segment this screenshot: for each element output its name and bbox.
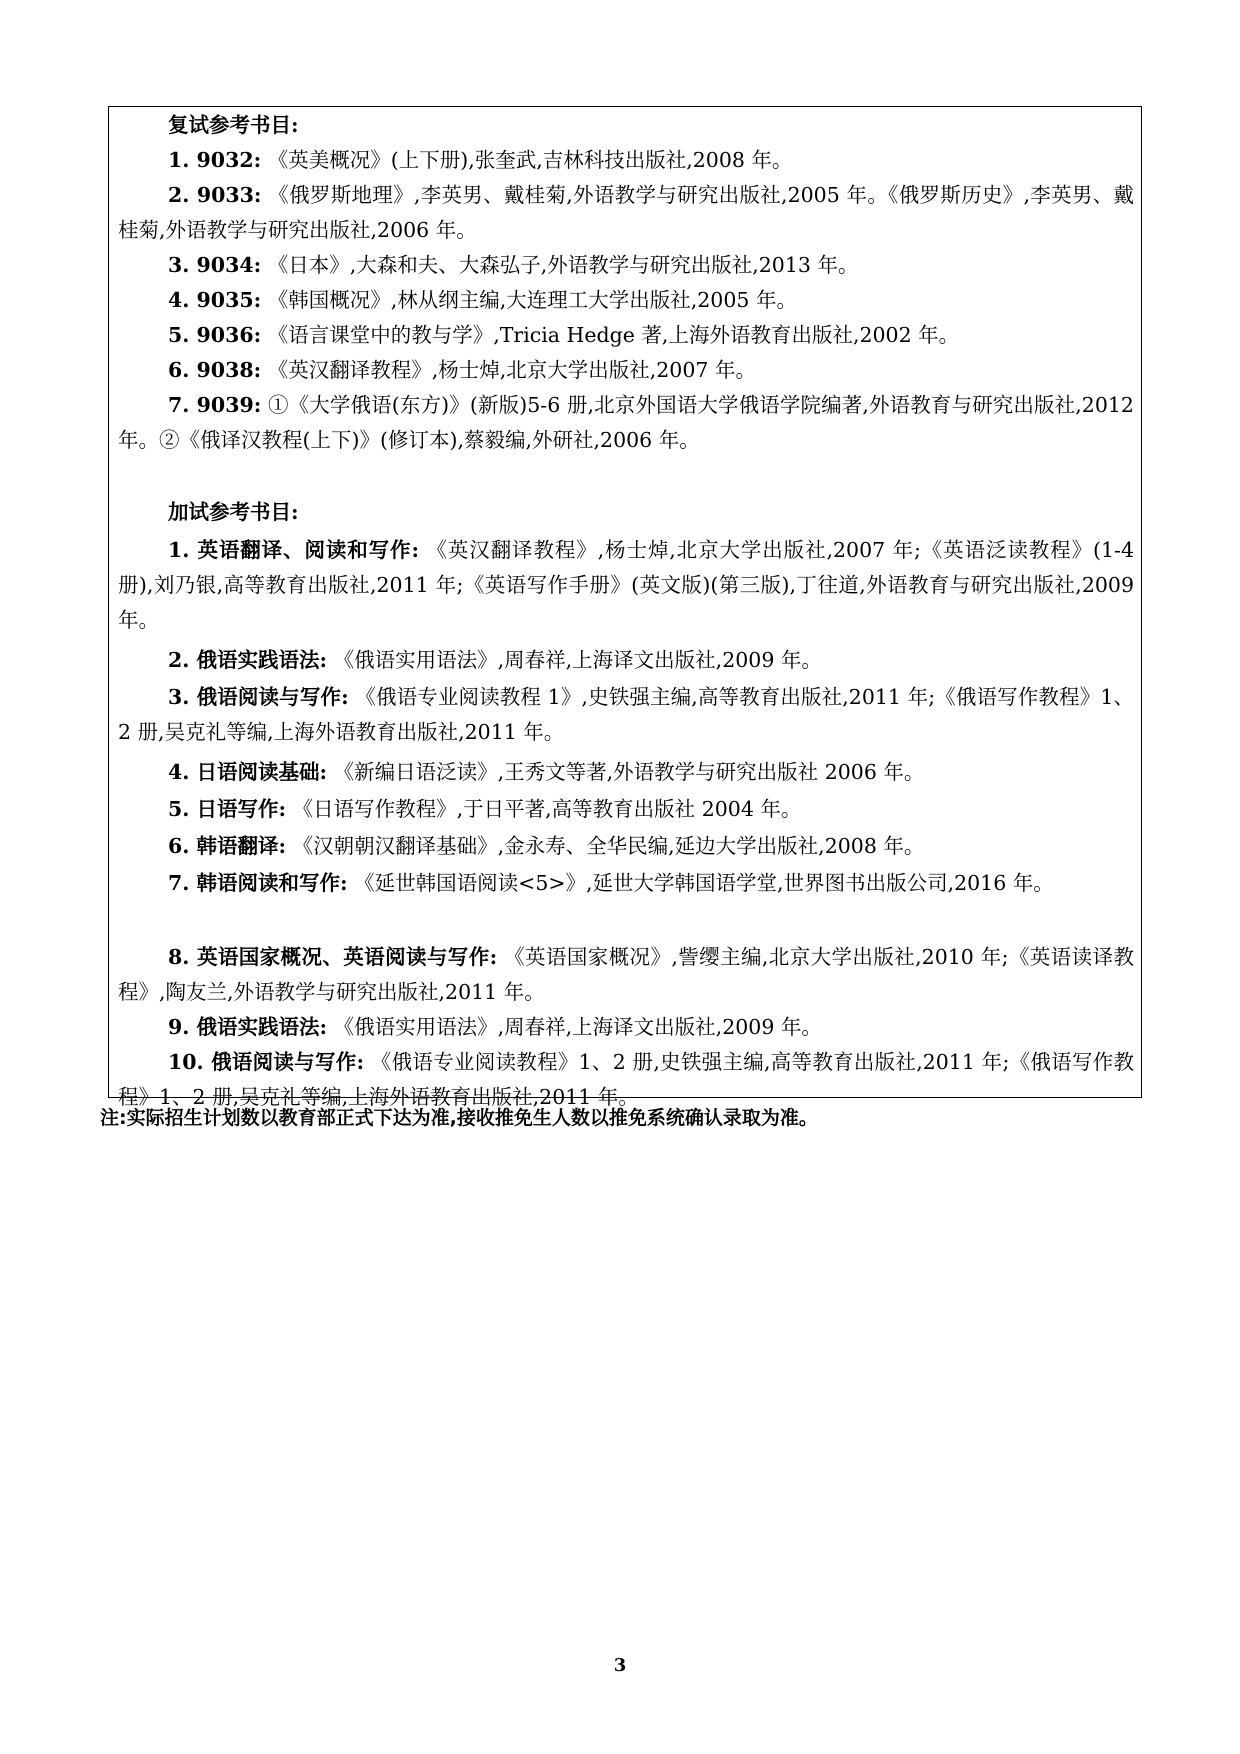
item-text: 《英美概况》(上下册),张奎武,吉林科技出版社,2008 年。 xyxy=(267,148,793,172)
page-number: 3 xyxy=(613,1655,627,1676)
item-text: 《英汉翻译教程》,杨士焯,北京大学出版社,2007 年;《英语泛读教程》(1-4 册),刘乃银,高等教育出版社,2011 年;《英语写作手册》(英文版)(第三版),丁往道,外语教育与研究出版社,2009 年。 xyxy=(118,538,1134,632)
item-label: 2. 9033: xyxy=(168,183,262,207)
item-text: 《俄语专业阅读教程 1》,史铁强主编,高等教育出版社,2011 年;《俄语写作教程》1、2 册,吴克礼等编,上海外语教育出版社,2011 年。 xyxy=(118,685,1134,744)
item-text: 《日语写作教程》,于日平著,高等教育出版社 2004 年。 xyxy=(292,797,802,821)
item-label: 6. 9038: xyxy=(168,358,262,382)
retest-item-3 xyxy=(118,248,1134,283)
item-label: 3. 俄语阅读与写作: xyxy=(168,685,349,709)
item-text: 《语言课堂中的教与学》,Tricia Hedge 著,上海外语教育出版社,2002 年。 xyxy=(267,323,960,347)
item-text: 《日本》,大森和夫、大森弘子,外语教学与研究出版社,2013 年。 xyxy=(267,253,859,277)
additional-item-5 xyxy=(118,792,1134,827)
retest-item-1 xyxy=(118,143,1134,178)
additional-item-1 xyxy=(118,533,1134,638)
footnote: 注:实际招生计划数以教育部正式下达为准,接收推免生人数以推免系统确认录取为准。 xyxy=(100,1107,818,1129)
item-text: 《俄语实用语法》,周春祥,上海译文出版社,2009 年。 xyxy=(333,648,822,672)
item-label: 8. 英语国家概况、英语阅读与写作: xyxy=(168,945,498,969)
item-text: 《俄语实用语法》,周春祥,上海译文出版社,2009 年。 xyxy=(333,1015,822,1039)
additional-item-4 xyxy=(118,755,1134,790)
item-label: 1. 9032: xyxy=(168,148,262,172)
item-text: 《英语国家概况》,訾缨主编,北京大学出版社,2010 年;《英语读译教程》,陶友兰,外语教学与研究出版社,2011 年。 xyxy=(118,945,1134,1004)
additional-item-2 xyxy=(118,643,1134,678)
item-label: 2. 俄语实践语法: xyxy=(168,648,328,672)
item-label: 10. 俄语阅读与写作: xyxy=(168,1050,365,1074)
additional-heading: 加试参考书目: xyxy=(168,500,299,524)
retest-item-6 xyxy=(118,353,1134,388)
retest-item-5 xyxy=(118,318,1134,353)
item-text: ①《大学俄语(东方)》(新版)5-6 册,北京外国语大学俄语学院编著,外语教育与研究出版社,2012 年。②《俄译汉教程(上下)》(修订本),蔡毅编,外研社,2006 年。 xyxy=(118,393,1134,452)
retest-item-2 xyxy=(118,178,1134,248)
item-label: 4. 日语阅读基础: xyxy=(168,760,328,784)
additional-item-7 xyxy=(118,866,1134,901)
item-text: 《延世韩国语阅读<5>》,延世大学韩国语学堂,世界图书出版公司,2016 年。 xyxy=(354,871,1054,895)
item-text: 《汉朝朝汉翻译基础》,金永寿、全华民编,延边大学出版社,2008 年。 xyxy=(292,834,925,858)
item-label: 7. 9039: xyxy=(168,393,262,417)
item-label: 5. 日语写作: xyxy=(168,797,287,821)
item-text: 《韩国概况》,林从纲主编,大连理工大学出版社,2005 年。 xyxy=(267,288,797,312)
additional-item-3 xyxy=(118,680,1134,750)
item-label: 4. 9035: xyxy=(168,288,262,312)
item-text: 《俄语专业阅读教程》1、2 册,史铁强主编,高等教育出版社,2011 年;《俄语写作教程》1、2 册,吴克礼等编,上海外语教育出版社,2011 年。 xyxy=(118,1050,1134,1109)
item-label: 7. 韩语阅读和写作: xyxy=(168,871,348,895)
item-label: 6. 韩语翻译: xyxy=(168,834,287,858)
item-text: 《新编日语泛读》,王秀文等著,外语教学与研究出版社 2006 年。 xyxy=(333,760,925,784)
additional-item-8 xyxy=(118,940,1134,1010)
item-label: 9. 俄语实践语法: xyxy=(168,1015,328,1039)
item-label: 5. 9036: xyxy=(168,323,262,347)
item-text: 《俄罗斯地理》,李英男、戴桂菊,外语教学与研究出版社,2005 年。《俄罗斯历史》,李英男、戴桂菊,外语教学与研究出版社,2006 年。 xyxy=(118,183,1134,242)
retest-heading: 复试参考书目: xyxy=(168,113,299,137)
retest-item-4 xyxy=(118,283,1134,318)
retest-item-7 xyxy=(118,388,1134,458)
item-label: 1. 英语翻译、阅读和写作: xyxy=(168,538,420,562)
additional-item-9 xyxy=(118,1010,1134,1045)
item-text: 《英汉翻译教程》,杨士焯,北京大学出版社,2007 年。 xyxy=(267,358,756,382)
additional-item-6 xyxy=(118,829,1134,864)
item-label: 3. 9034: xyxy=(168,253,262,277)
